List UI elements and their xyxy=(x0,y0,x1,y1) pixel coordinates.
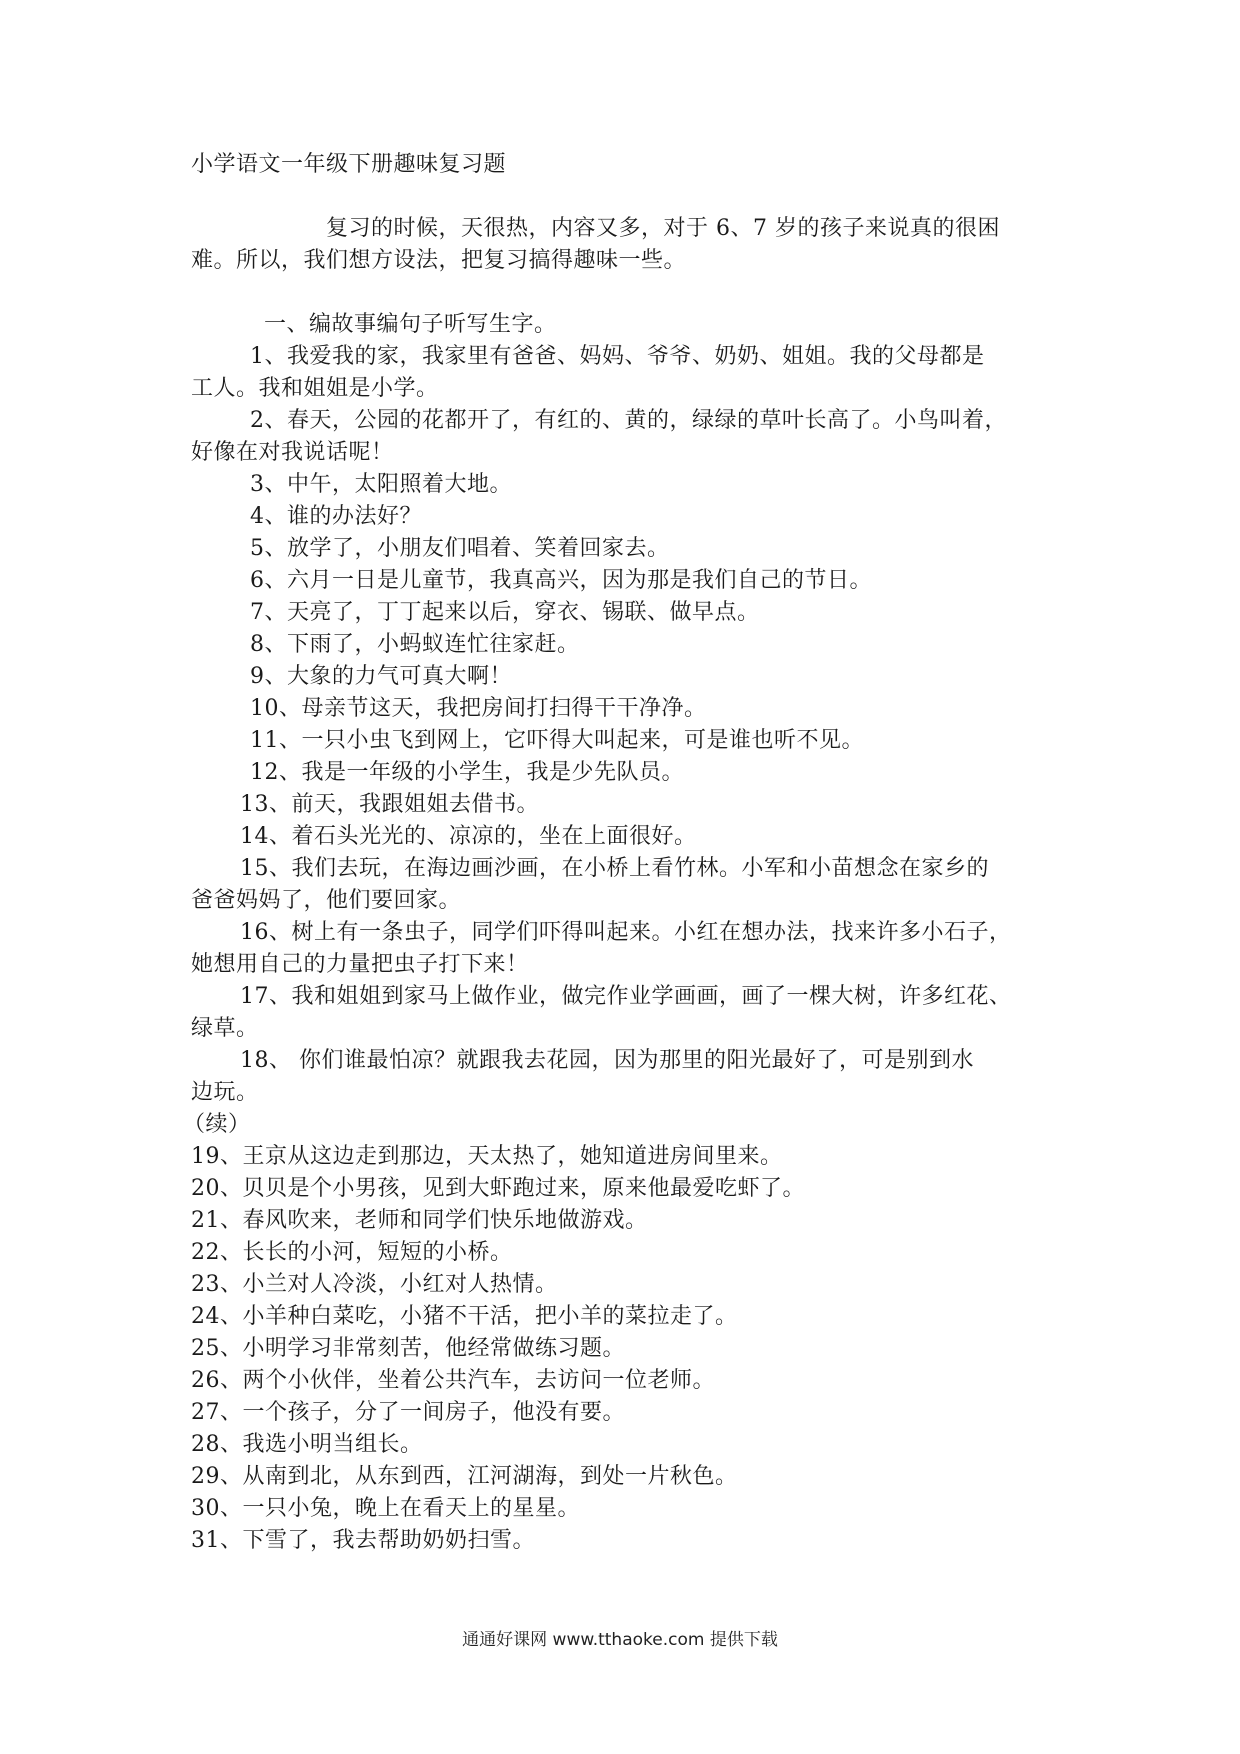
list-item: 25、小明学习非常刻苦，他经常做练习题。 xyxy=(191,1336,625,1361)
list-item: 4、谁的办法好？ xyxy=(250,504,422,529)
list-item: 12、我是一年级的小学生，我是少先队员。 xyxy=(250,760,684,785)
list-item: 她想用自己的力量把虫子打下来！ xyxy=(191,952,529,977)
list-item: 28、我选小明当组长。 xyxy=(191,1432,423,1457)
list-item: 3、中午，太阳照着大地。 xyxy=(250,472,512,497)
list-item: 29、从南到北，从东到西，江河湖海，到处一片秋色。 xyxy=(191,1464,738,1489)
list-item: 工人。我和姐姐是小学。 xyxy=(191,376,439,401)
list-item: 27、一个孩子，分了一间房子，他没有要。 xyxy=(191,1400,625,1425)
list-item: 20、贝贝是个小男孩，见到大虾跑过来，原来他最爱吃虾了。 xyxy=(191,1176,805,1201)
document-title: 小学语文一年级下册趣味复习题 xyxy=(191,152,507,177)
list-item: 10、母亲节这天，我把房间打扫得干干净净。 xyxy=(250,696,707,721)
list-item: 22、长长的小河，短短的小桥。 xyxy=(191,1240,513,1265)
list-item: 好像在对我说话呢！ xyxy=(191,440,394,465)
list-item: 17、我和姐姐到家马上做作业，做完作业学画画，画了一棵大树，许多红花、 xyxy=(240,984,1012,1009)
list-item: 7、天亮了，丁丁起来以后，穿衣、锡联、做早点。 xyxy=(250,600,760,625)
list-item: 6、六月一日是儿童节，我真高兴，因为那是我们自己的节日。 xyxy=(250,568,872,593)
list-item: 21、春风吹来，老师和同学们快乐地做游戏。 xyxy=(191,1208,648,1233)
list-item: 18、 你们谁最怕凉？就跟我去花园，因为那里的阳光最好了，可是别到水 xyxy=(240,1048,974,1073)
list-item: 19、王京从这边走到那边，天太热了，她知道进房间里来。 xyxy=(191,1144,783,1169)
list-item: 24、小羊种白菜吃，小猪不干活，把小羊的菜拉走了。 xyxy=(191,1304,738,1329)
list-item: 11、一只小虫飞到网上，它吓得大叫起来，可是谁也听不见。 xyxy=(250,728,864,753)
list-item: 15、我们去玩，在海边画沙画，在小桥上看竹林。小军和小苗想念在家乡的 xyxy=(240,856,989,881)
continued-label: （续） xyxy=(183,1112,251,1137)
list-item: 9、大象的力气可真大啊！ xyxy=(250,664,512,689)
list-item: 14、着石头光光的、凉凉的，坐在上面很好。 xyxy=(240,824,697,849)
list-item: 26、两个小伙伴，坐着公共汽车，去访问一位老师。 xyxy=(191,1368,715,1393)
list-item: 16、树上有一条虫子，同学们吓得叫起来。小红在想办法，找来许多小石子， xyxy=(240,920,1012,945)
footer-source: 通通好课网 www.tthaoke.com 提供下载 xyxy=(462,1630,778,1650)
list-item: 8、下雨了，小蚂蚁连忙往家赶。 xyxy=(250,632,580,657)
list-item: 2、春天，公园的花都开了，有红的、黄的，绿绿的草叶长高了。小鸟叫着， xyxy=(250,408,1007,433)
list-item: 31、下雪了，我去帮助奶奶扫雪。 xyxy=(191,1528,535,1553)
list-item: 边玩。 xyxy=(191,1080,259,1105)
intro-line: 难。所以，我们想方设法，把复习搞得趣味一些。 xyxy=(191,248,687,273)
list-item: 23、小兰对人冷淡，小红对人热情。 xyxy=(191,1272,558,1297)
list-item: 1、我爱我的家，我家里有爸爸、妈妈、爷爷、奶奶、姐姐。我的父母都是 xyxy=(250,344,985,369)
list-item: 13、前天，我跟姐姐去借书。 xyxy=(240,792,539,817)
intro-line: 复习的时候，天很热，内容又多，对于 6、7 岁的孩子来说真的很困 xyxy=(326,216,1000,241)
list-item: 30、一只小兔，晚上在看天上的星星。 xyxy=(191,1496,580,1521)
list-item: 5、放学了，小朋友们唱着、笑着回家去。 xyxy=(250,536,670,561)
section-heading: 一、编故事编句子听写生字。 xyxy=(264,312,557,337)
list-item: 爸爸妈妈了，他们要回家。 xyxy=(191,888,462,913)
list-item: 绿草。 xyxy=(191,1016,259,1041)
